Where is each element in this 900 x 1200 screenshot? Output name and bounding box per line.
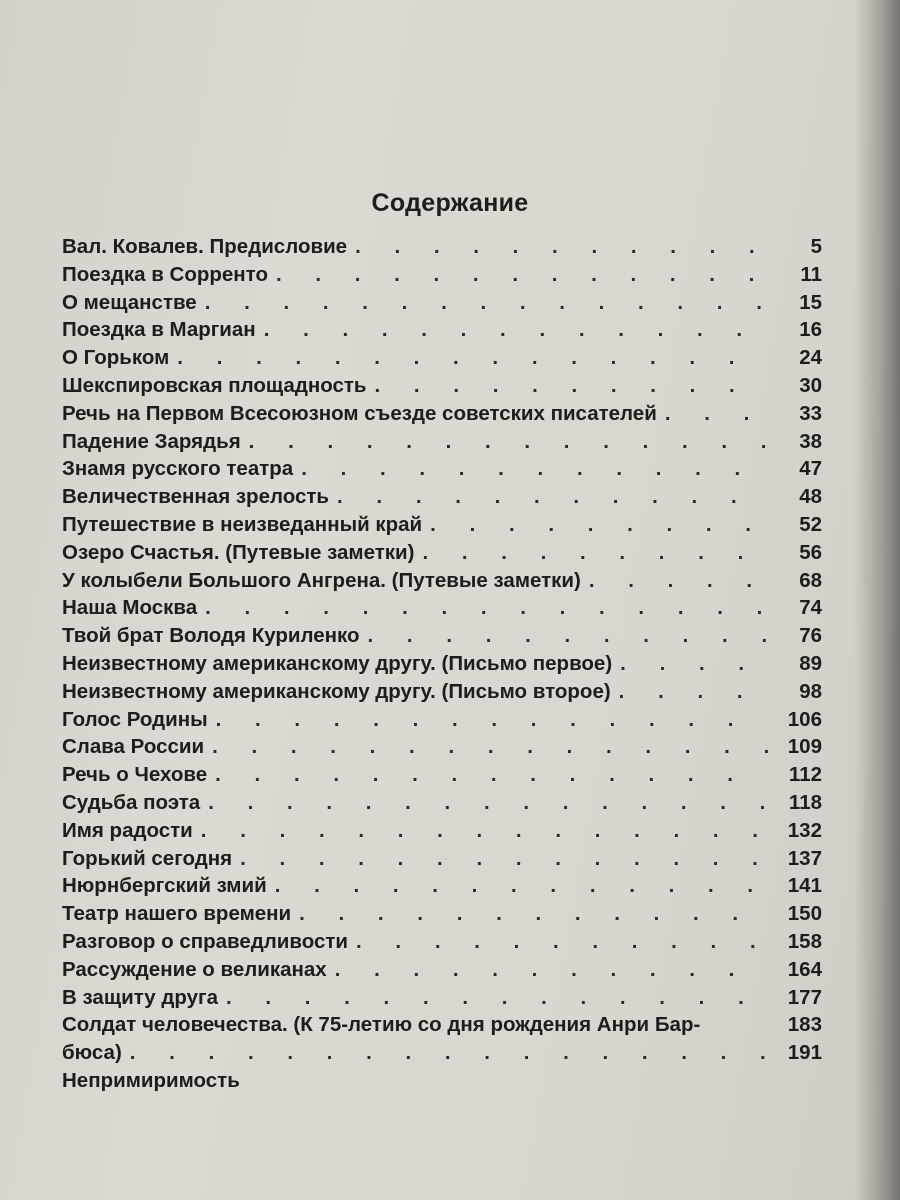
toc-entry	[62, 650, 822, 678]
dot-leader	[267, 872, 768, 900]
toc-entry	[62, 845, 822, 873]
toc-entry-title: Величественная зрелость	[62, 485, 330, 509]
toc-entry-page: 89	[799, 651, 822, 675]
toc-entry-page: 132	[787, 818, 822, 842]
toc-entry-title: Непримиримость	[62, 1068, 240, 1092]
dot-leader	[122, 1039, 768, 1067]
toc-entry-page: 98	[799, 679, 822, 703]
book-spine-shadow	[854, 0, 900, 1200]
dot-leader	[204, 733, 768, 761]
toc-entry	[62, 900, 822, 928]
toc-entry-page: 150	[787, 902, 822, 926]
dot-leader	[241, 428, 768, 456]
toc-entry-page: 112	[788, 763, 822, 787]
toc-entry-page: 74	[799, 596, 822, 620]
dot-leader	[208, 706, 768, 734]
toc-entry-title: Озеро Счастья. (Путевые заметки)	[62, 540, 415, 564]
dot-leader	[347, 233, 768, 261]
dot-leader	[367, 372, 768, 400]
toc-entry-title: Рассуждение о великанах	[62, 957, 327, 981]
toc-entry	[62, 928, 822, 956]
toc-entry	[62, 511, 822, 539]
dot-leader	[422, 511, 768, 539]
toc-entry-page: 106	[787, 707, 822, 731]
toc-entry	[62, 344, 822, 372]
toc-entry-title: Речь на Первом Всесоюзном съезде советских писателей	[62, 401, 657, 425]
toc-entry-page: 15	[799, 290, 822, 314]
toc-entry-page: 141	[787, 874, 822, 898]
toc-entry-title: Голос Родины	[62, 707, 208, 731]
toc-entry	[62, 733, 822, 761]
dot-leader	[414, 539, 768, 567]
toc-entry-page: 118	[788, 790, 822, 814]
toc-entry-title: Горький сегодня	[62, 846, 233, 870]
toc-entry-title: Неизвестному американскому другу. (Письмо первое)	[62, 651, 613, 675]
toc-entry	[62, 1067, 822, 1095]
toc-entry	[62, 761, 822, 789]
toc-entry	[62, 567, 822, 595]
toc-entry-page: 158	[787, 929, 822, 953]
toc-entry	[62, 872, 822, 900]
toc-entry-title: Твой брат Володя Куриленко	[62, 624, 360, 648]
dot-leader	[291, 900, 768, 928]
toc-entry-page: 137	[787, 846, 822, 870]
dot-leader	[200, 789, 768, 817]
toc-entry-page: 5	[810, 235, 822, 258]
dot-leader	[169, 344, 768, 372]
toc-entry-title: О Горьком	[62, 346, 170, 370]
toc-entry	[62, 956, 822, 984]
dot-leader	[293, 455, 768, 483]
toc-entry-title: Падение Зарядья	[62, 429, 241, 453]
dot-leader	[197, 289, 768, 317]
dot-leader	[329, 483, 768, 511]
toc-entry-page: 68	[799, 568, 822, 592]
dot-leader	[268, 261, 768, 289]
toc-entry-title: бюса)	[62, 1041, 122, 1065]
toc-entry-page: 76	[799, 624, 822, 648]
toc-entry-title: Нюрнбергский змий	[62, 874, 267, 898]
toc-entry-title: В защиту друга	[62, 985, 218, 1009]
toc-entry-page: 164	[787, 957, 822, 981]
toc-entry	[62, 622, 822, 650]
toc-entry	[62, 706, 822, 734]
toc-entry-page: 47	[799, 457, 822, 481]
dot-leader	[360, 622, 768, 650]
toc-entry-title: Имя радости	[62, 818, 193, 842]
toc-entry-page: 24	[799, 346, 822, 370]
toc-entry	[62, 455, 822, 483]
toc-entry-title: Слава России	[62, 735, 205, 759]
toc-entry-title: Солдат человечества. (К 75-летию со дня рождения Анри Бар-	[62, 1013, 701, 1037]
toc-entry-title: Судьба поэта	[62, 790, 201, 814]
toc-entry	[62, 428, 822, 456]
toc-entry	[62, 594, 822, 622]
dot-leader	[657, 400, 768, 428]
toc-entry-page: 56	[799, 540, 822, 564]
toc-entry-page: 16	[799, 318, 822, 342]
toc-entry	[62, 483, 822, 511]
dot-leader	[611, 678, 768, 706]
toc-entry	[62, 372, 822, 400]
table-of-contents	[62, 233, 822, 1095]
toc-entry-page: 11	[800, 262, 822, 286]
toc-entry-page: 183	[787, 1013, 822, 1037]
toc-entry	[62, 400, 822, 428]
toc-entry-title: Шекспировская площадность	[62, 373, 367, 397]
toc-entry-title: Речь о Чехове	[62, 763, 208, 787]
toc-entry	[62, 261, 822, 289]
toc-entry-title: Неизвестному американскому другу. (Письмо второе)	[62, 679, 611, 703]
toc-entry-page: 52	[799, 512, 822, 536]
dot-leader	[612, 650, 768, 678]
dot-leader	[207, 761, 768, 789]
toc-entry	[62, 817, 822, 845]
toc-entry-page: 38	[799, 429, 822, 453]
toc-entry-page: 33	[799, 401, 822, 425]
toc-entry	[62, 233, 822, 261]
toc-entry-title: У колыбели Большого Ангрена. (Путевые заметки)	[62, 568, 581, 592]
toc-entry-title: Разговор о справедливости	[62, 929, 349, 953]
toc-entry	[62, 539, 822, 567]
toc-entry-title: Знамя русского театра	[62, 457, 294, 481]
toc-entry-page: 48	[799, 485, 822, 509]
toc-entry	[62, 1011, 822, 1039]
toc-entry-title: Путешествие в неизведанный край	[62, 512, 423, 536]
dot-leader	[348, 928, 768, 956]
dot-leader	[581, 567, 768, 595]
toc-entry	[62, 984, 822, 1012]
toc-entry-page: 177	[787, 985, 822, 1009]
toc-entry-title: Поездка в Маргиан	[62, 318, 256, 342]
toc-entry-title: Поездка в Сорренто	[62, 262, 268, 286]
toc-entry-title: Вал. Ковалев. Предисловие	[62, 235, 348, 258]
toc-entry	[62, 1039, 822, 1067]
dot-leader	[256, 316, 768, 344]
dot-leader	[197, 594, 768, 622]
page-title: Содержание	[371, 188, 529, 217]
toc-entry-title: О мещанстве	[62, 290, 197, 314]
dot-leader	[232, 845, 768, 873]
toc-entry	[62, 789, 822, 817]
toc-entry-title: Театр нашего времени	[62, 902, 292, 926]
toc-entry-title: Наша Москва	[62, 596, 198, 620]
toc-entry-page: 109	[787, 735, 822, 759]
dot-leader	[218, 984, 768, 1012]
toc-entry-page: 30	[799, 373, 822, 397]
toc-entry	[62, 316, 822, 344]
toc-entry	[62, 678, 822, 706]
dot-leader	[193, 817, 768, 845]
toc-entry	[62, 289, 822, 317]
toc-entry-page: 191	[787, 1041, 822, 1065]
dot-leader	[327, 956, 768, 984]
